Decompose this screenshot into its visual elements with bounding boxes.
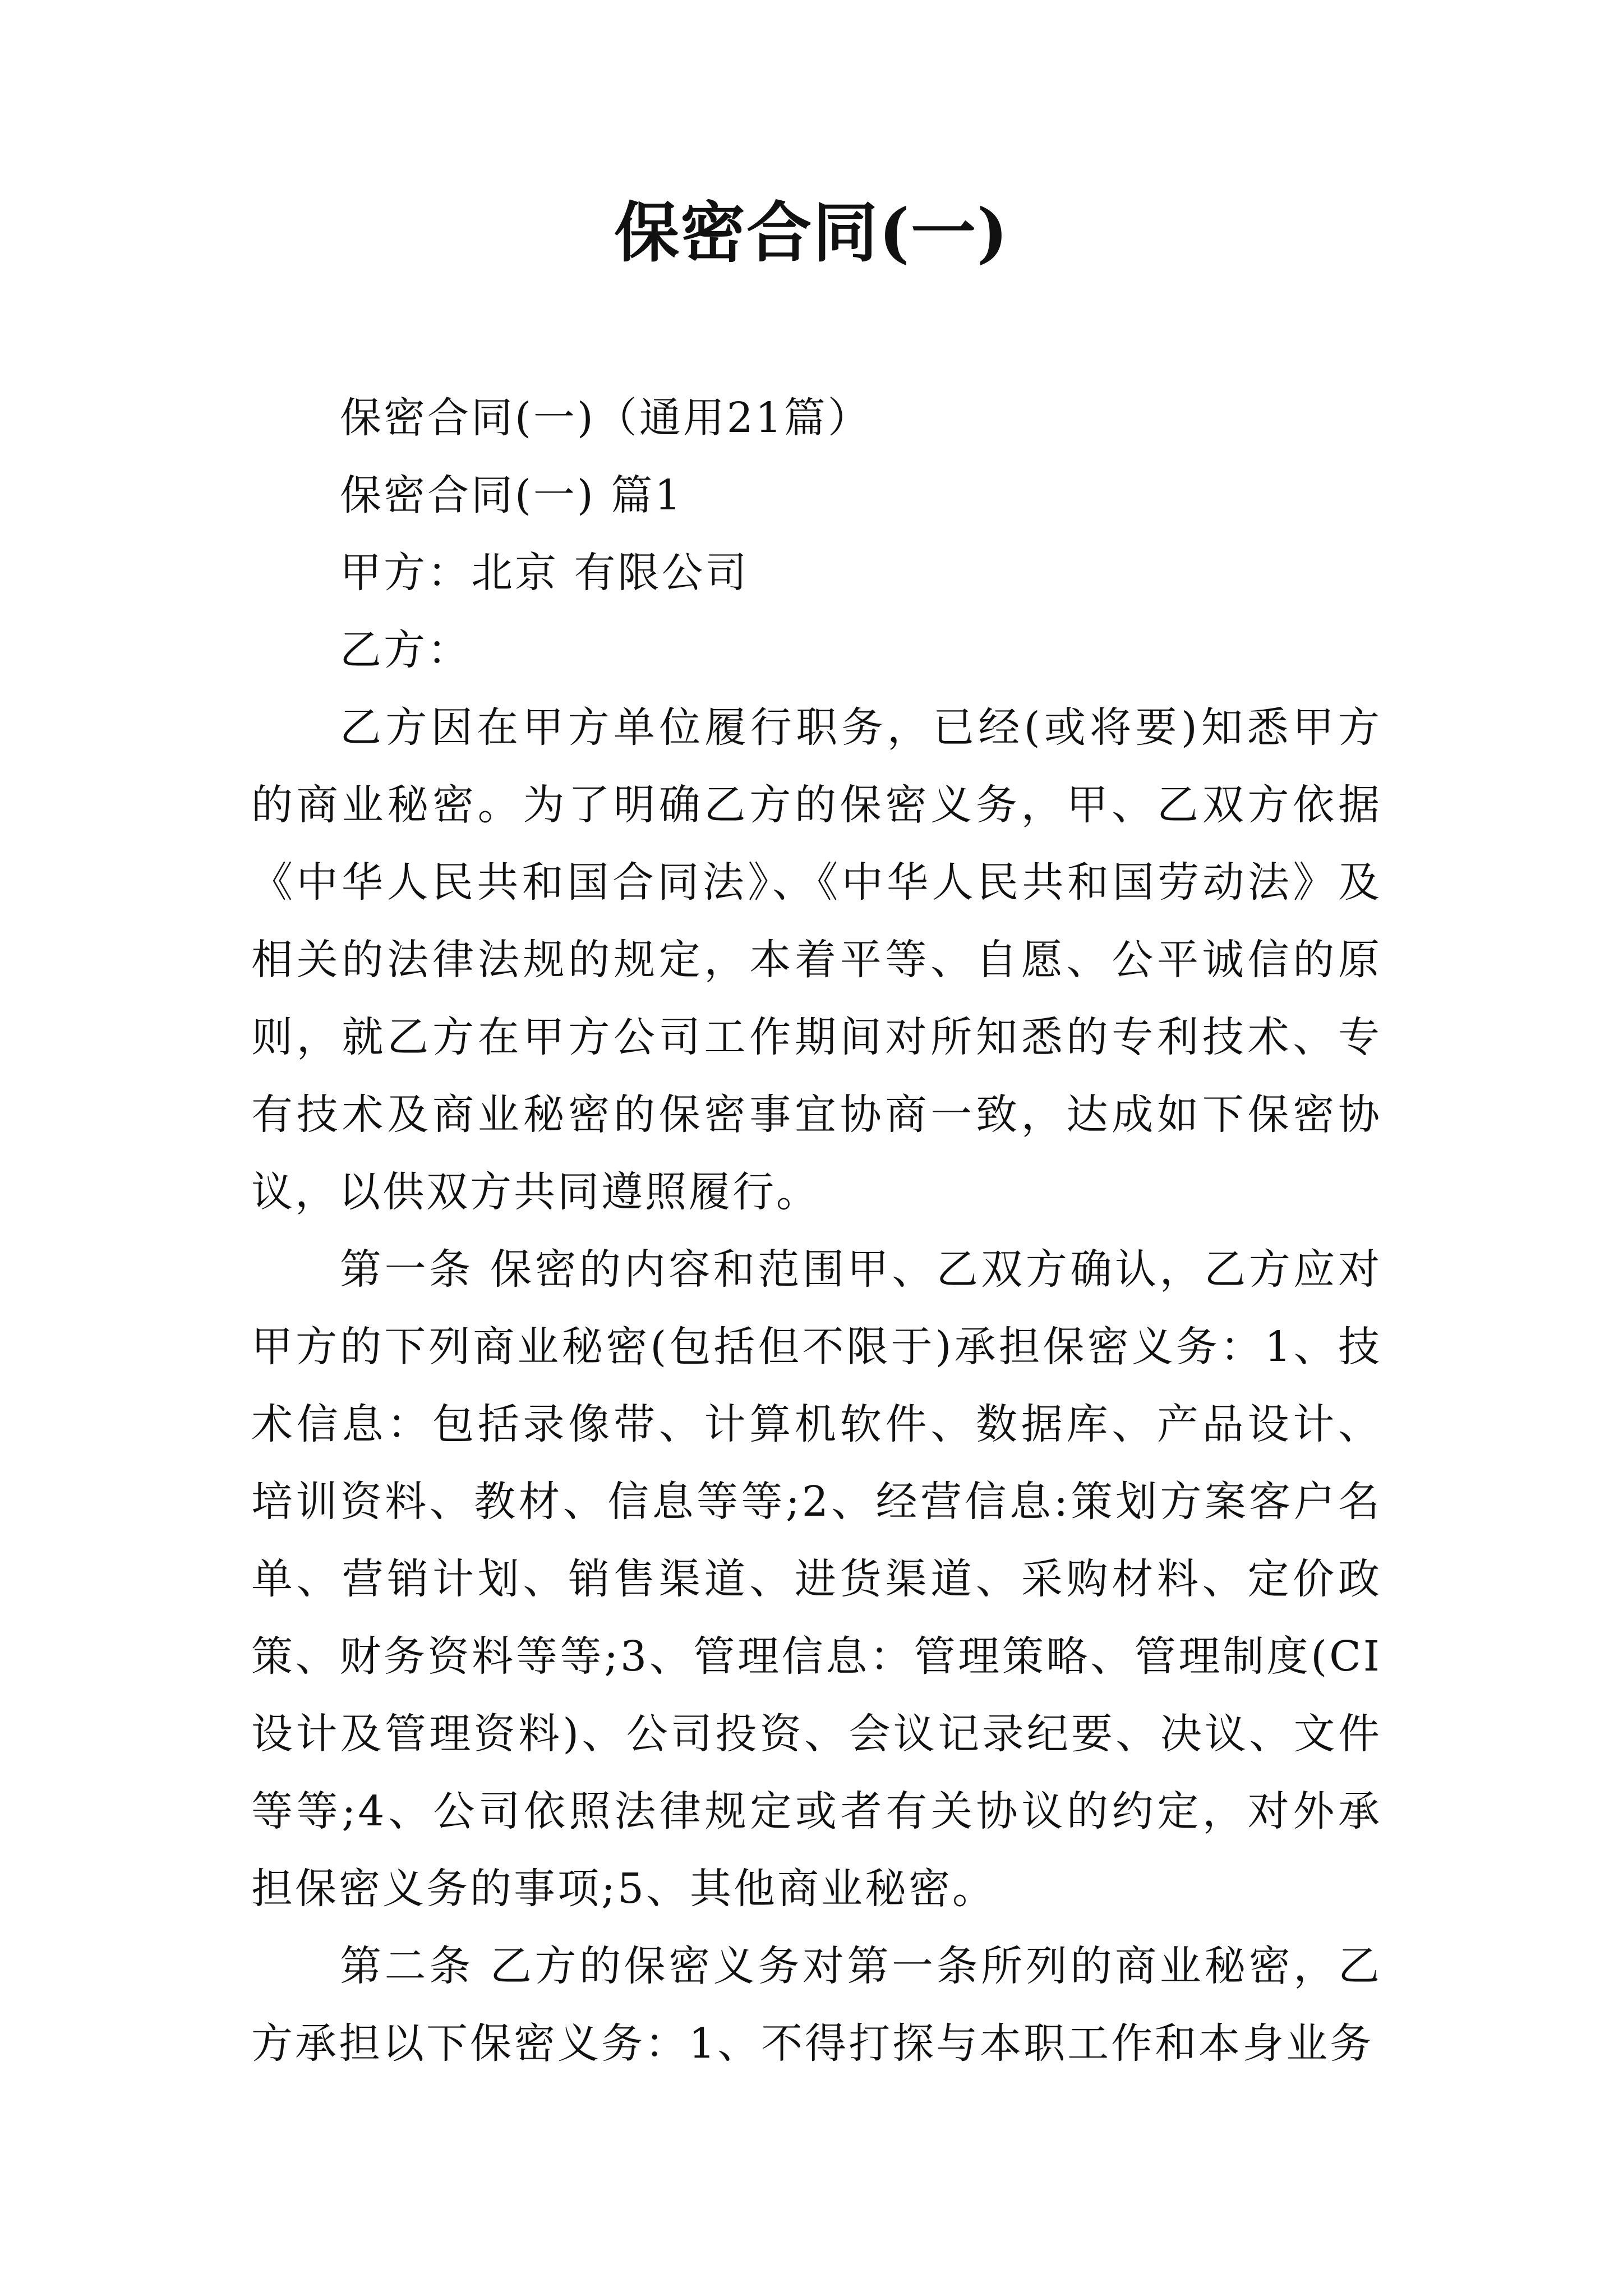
article-one-paragraph: 第一条 保密的内容和范围甲、乙双方确认，乙方应对甲方的下列商业秘密(包括但不限于)承担保密义务：1、技术信息：包括录像带、计算机软件、数据库、产品设计、培训资料、教材、信息等等;2、经营信息:策划方案客户名单、营销计划、销售渠道、进货渠道、采购材料、定价政策、财务资料等等;3、管理信息：管理策略、管理制度(CI设计及管理资料)、公司投资、会议记录纪要、决议、文件等等;4、公司依照法律规定或者有关协议的约定，对外承担保密义务的事项;5、其他商业秘密。: [251, 1245, 1382, 1913]
subtitle-line: 保密合同(一)（通用21篇）: [340, 394, 872, 442]
section-heading: 保密合同(一) 篇1: [340, 471, 684, 519]
party-b-line: 乙方：: [340, 626, 471, 674]
document-body: [251, 379, 1382, 2082]
party-a-line: 甲方：北京 有限公司: [340, 549, 749, 597]
document-title: 保密合同(一): [614, 195, 1009, 271]
preamble-paragraph: 乙方因在甲方单位履行职务，已经(或将要)知悉甲方的商业秘密。为了明确乙方的保密义务，甲、乙双方依据《中华人民共和国合同法》、《中华人民共和国劳动法》及相关的法律法规的规定，本着平等、自愿、公平诚信的原则，就乙方在甲方公司工作期间对所知悉的专利技术、专有技术及商业秘密的保密事宜协商一致，达成如下保密协议，以供双方共同遵照履行。: [251, 703, 1382, 1216]
article-two-paragraph: 第二条 乙方的保密义务对第一条所列的商业秘密，乙方承担以下保密义务：1、不得打探与本职工作和本身业务: [251, 1942, 1382, 2068]
